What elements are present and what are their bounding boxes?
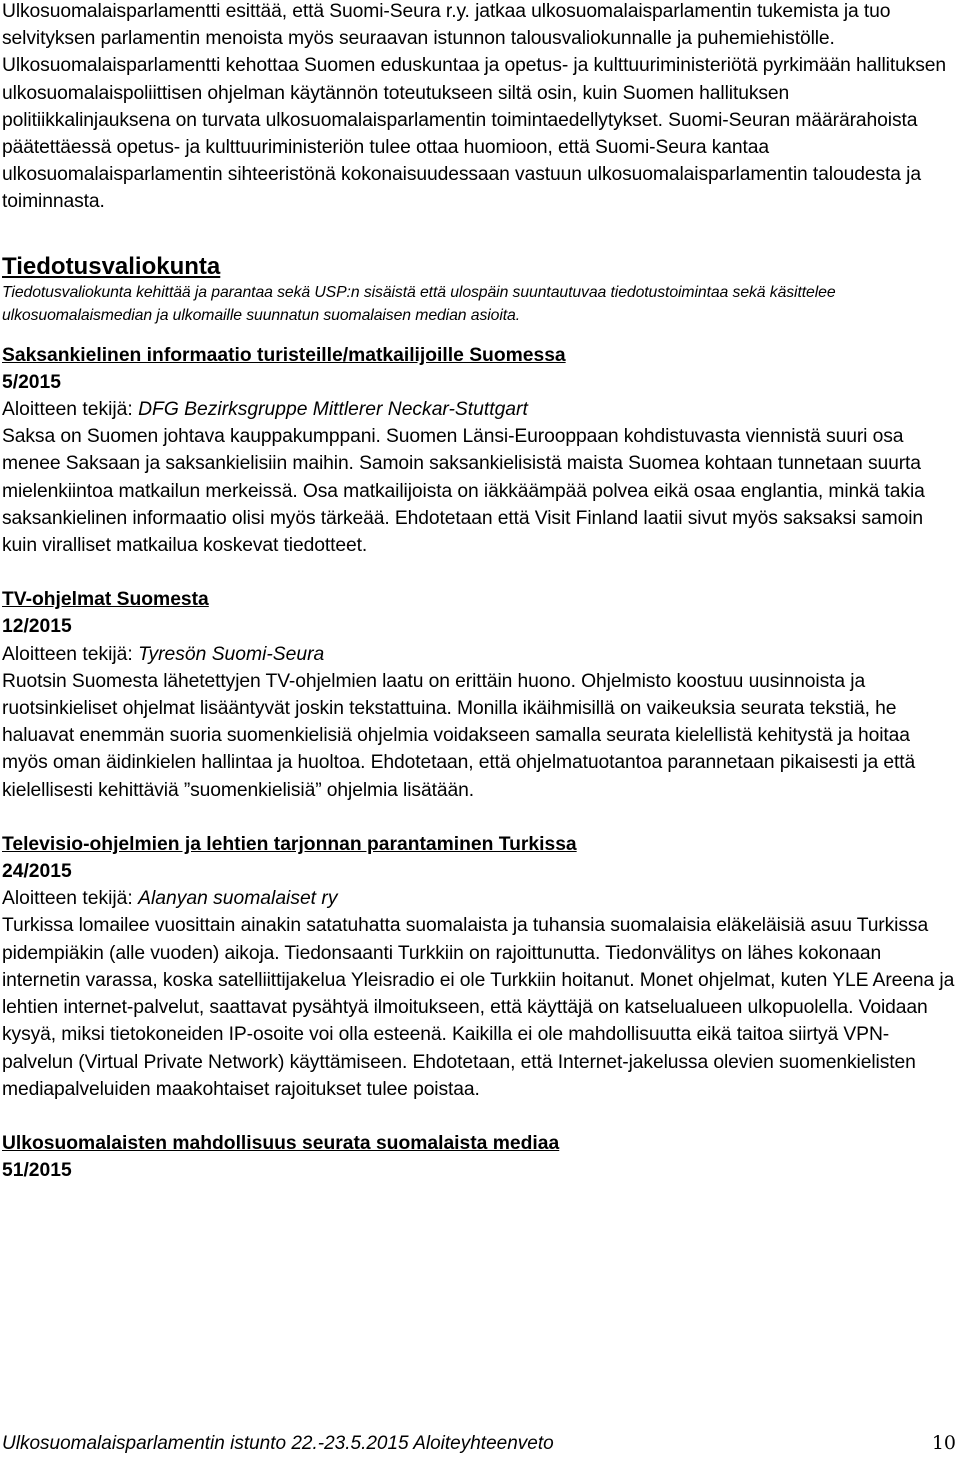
initiator-label: Aloitteen tekijä: [2,399,139,421]
initiator-name: Tyresön Suomi-Seura [138,643,325,665]
initiator-line [2,885,958,912]
initiative-text: Saksa on Suomen johtava kauppakumppani. Suomen Länsi-Eurooppaan kohdistuvasta viennistä suuri osa menee Saksaan ja saksankielisiin maihin. Samoin saksankielisistä maista Suomea kohtaan tunnetaan suurta mielenkiintoa matkailun merkeissä. Osa matkailijoista on iäkkäämpää polvea eikä osaa englantia, minkä takia saksankielinen informaatio olisi myös tärkeää. Ehdotetaan että Visit Finland laatii sivut myös saksaksi samoin kuin viralliset matkailua koskevat tiedotteet. [2,426,925,557]
initiative-item [2,342,958,560]
document-page [2,0,958,1184]
initiator-name: Alanyan suomalaiset ry [138,888,338,910]
initiator-line [2,396,958,423]
initiator-label: Aloitteen tekijä: [2,888,139,910]
initiative-title: Televisio-ohjelmien ja lehtien tarjonnan parantaminen Turkissa [2,833,577,855]
page-number: 10 [931,1432,956,1454]
initiative-title: Ulkosuomalaisten mahdollisuus seurata suomalaista mediaa [2,1132,560,1154]
footer-title: Ulkosuomalaisparlamentin istunto 22.-23.5.2015 Aloiteyhteenveto [2,1433,554,1454]
initiative-item [2,831,958,1103]
intro-paragraph: Ulkosuomalaisparlamentti esittää, että Suomi-Seura r.y. jatkaa ulkosuomalaisparlamentin tukemista ja tuo selvityksen parlamentin menoista myös seuraavan istunnon talousvaliokunnalle ja puhemiehistölle. Ulkosuomalaisparlamentti kehottaa Suomen eduskuntaa ja opetus- ja kulttuuriministeriötä pyrkimään hallituksen ulkosuomalaispoliittisen ohjelman käytännön toteutukseen siltä osin, kuin Suomen hallituksen politiikkalinjauksena on turvata ulkosuomalaisparlamentin toimintaedellytykset. Suomi-Seuran määrärahoista päätettäessä opetus- ja kulttuuriministeriön tulee ottaa huomioon, että Suomi-Seura kantaa ulkosuomalaisparlamentin sihteeristönä kokonaisuudessaan vastuun ulkosuomalaisparlamentin taloudesta ja toiminnasta. [2,1,947,213]
initiative-title: Saksankielinen informaatio turisteille/matkailijoille Suomessa [2,344,566,366]
section-description: Tiedotusvaliokunta kehittää ja parantaa sekä USP:n sisäistä että ulospäin suuntautuvaa tiedotustoimintaa sekä käsittelee ulkosuomalaismedian ja ulkomaille suunnatun suomalaisen median asioita. [2,283,836,325]
initiative-number: 5/2015 [2,371,61,393]
initiative-number: 51/2015 [2,1160,72,1182]
initiative-item [2,586,958,804]
initiative-item [2,1130,958,1184]
section-title: Tiedotusvaliokunta [2,252,221,280]
page-footer [2,1432,956,1455]
initiator-label: Aloitteen tekijä: [2,643,139,665]
initiative-text: Ruotsin Suomesta lähetettyjen TV-ohjelmien laatu on erittäin huono. Ohjelmisto koostuu uusinnoista ja ruotsinkieliset ohjelmat lisääntyvät joskin tekstattuina. Monilla ikäihmisillä on vaikeuksia seurata tekstiä, he haluavat enemmän suoria suomenkielisiä ohjelmia voidakseen samalla seurata kielellistä kehitystä ja hoitaa myös oman äidinkielen hallintaa ja huoltoa. Ehdotetaan, että ohjelmatuotantoa parannetaan pikaisesti ja että kielellisesti kehittäviä ”suomenkielisiä” ohjelmia lisätään. [2,670,916,801]
initiative-number: 12/2015 [2,616,72,638]
initiative-text: Turkissa lomailee vuosittain ainakin satatuhatta suomalaista ja tuhansia suomalaisia eläkeläisiä asuu Turkissa pidempiäkin (alle vuoden) aikoja. Tiedonsaanti Turkkiin on rajoittunutta. Tiedonvälitys on lähes kokonaan internetin varassa, koska satelliittijakelua Yleisradio ei ole Turkkiin hoitanut. Monet ohjelmat, kuten YLE Areena ja lehtien internet-palvelut, saattavat pysähtyä ilmoitukseen, että käyttäjä on katselualueen ulkopuolella. Voidaan kysyä, miksi tietokoneiden IP-osoite voi olla esteenä. Kaikilla ei ole mahdollisuutta eikä taitoa siirtyä VPN-palvelun (Virtual Private Network) käyttämiseen. Ehdotetaan, että Internet-jakelussa olevien suomenkielisten mediapalveluiden maakohtaiset rajoitukset tulee poistaa. [2,915,955,1100]
initiative-title: TV-ohjelmat Suomesta [2,589,209,611]
initiative-number: 24/2015 [2,861,72,883]
initiator-name: DFG Bezirksgruppe Mittlerer Neckar-Stuttgart [138,399,528,421]
initiator-line [2,641,958,668]
